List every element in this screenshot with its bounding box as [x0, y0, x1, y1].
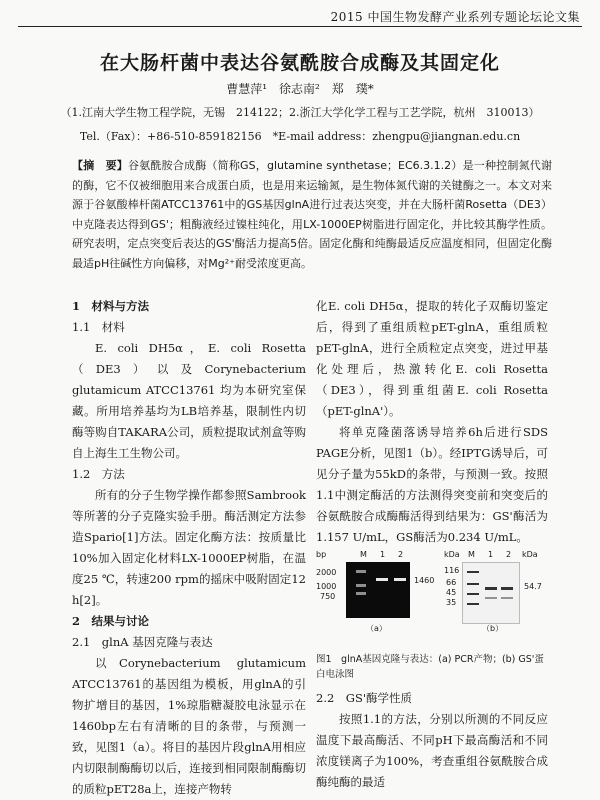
- sds-page-gel: [462, 562, 520, 624]
- subfig-b-label: （b）: [482, 624, 504, 633]
- bp-label: bp: [316, 550, 327, 559]
- right-column: [316, 296, 548, 793]
- lane-label: 2: [506, 550, 512, 559]
- contact-info: Tel.（Fax）：+86-510-859182156 *E-mail address：zhengpu@jiangnan.edu.cn: [79, 130, 521, 143]
- cloning-paragraph: 以Corynebacterium glutamicum ATCC13761的基因组为模板，用glnA的引物扩增目的基因，1%琼脂糖凝胶电泳显示在1460bp左右有清晰的目的条带，与预测一致，见图1（a）。将目的基因片段glnA用相应内切限制酶酶切以后，连接到相同限制酶酶切的质粒pET28a上，连接产物转: [72, 656, 306, 796]
- agarose-gel: [346, 562, 410, 618]
- abstract-label: 【摘 要】: [72, 159, 129, 172]
- running-title: 2015 中国生物发酵产业系列专题论坛论文集: [330, 10, 580, 24]
- authors: 曹慧萍¹ 徐志南² 郑 璞*: [226, 82, 374, 96]
- ladder-label: 750: [320, 592, 336, 601]
- ladder-label: 2000: [316, 568, 337, 577]
- kda-label: kDa: [444, 550, 460, 559]
- ladder-label: 35: [446, 598, 457, 607]
- section-1-1-heading: 1.1 材料: [72, 320, 125, 334]
- band-size-b: 54.7: [524, 582, 542, 591]
- section-2-1-heading: 2.1 glnA 基因克隆与表达: [72, 635, 213, 649]
- ladder-label: 1000: [316, 582, 337, 591]
- left-column: [72, 296, 306, 800]
- paper-title: 在大肠杆菌中表达谷氨酰胺合成酶及其固定化: [99, 52, 500, 74]
- affiliations: （1.江南大学生物工程学院，无锡 214122；2.浙江大学化学工程与工艺学院，杭州 310013）: [60, 106, 540, 119]
- ladder-label: 116: [444, 566, 460, 575]
- materials-paragraph: E. coli DH5α，E. coli Rosetta（DE3）以及Corynebacterium glutamicum ATCC13761 均为本研究室保藏。所用培养基均为LB培养基，限制性内切酶等购自TAKARA公司，质粒提取试剂盒等购自上海生工生物公司。: [72, 341, 306, 460]
- figure-1: [316, 550, 548, 650]
- band-size-a: 1460: [414, 576, 435, 585]
- subfig-a-label: （a）: [366, 624, 387, 633]
- enzyme-properties-paragraph: 按照1.1的方法，分别以所测的不同反应温度下最高酶活、不同pH下最高酶活和不同浓度镁离子为100%，考查重组谷氨酰胺合成酶纯酶的最适: [316, 712, 548, 789]
- section-1-heading: 1 材料与方法: [72, 299, 150, 313]
- abstract-text: 谷氨酰胺合成酶（简称GS，glutamine synthetase；EC6.3.1.2）是一种控制氮代谢的酶，它不仅被细胞用来合成蛋白质，也是用来运输氮，是生物体氮代谢的关键酶之一。本文对来源于谷氨酸棒杆菌ATCC13761中的GS基因glnA进行过表达突变，并在大肠杆菌Rosetta（DE3）中克隆表达得到GS'；粗酶液经过镍柱纯化，用LX-1000EP树脂进行固定化，并比较其酶学性质。研究表明，定点突变后表达的GS'酶活力提高5倍。固定化酶和纯酶最适反应温度相同，但固定化酶最适pH往碱性方向偏移，对Mg²⁺耐受浓度更高。: [72, 159, 552, 270]
- section-2-2-heading: 2.2 GS'酶学性质: [316, 691, 413, 705]
- ladder-label: 66: [446, 578, 457, 587]
- kda-label-right: kDa: [522, 550, 538, 559]
- lane-label: 1: [380, 550, 386, 559]
- running-header: [18, 4, 582, 27]
- methods-paragraph: 所有的分子生物学操作都参照Sambrook等所著的分子克隆实验手册。酶活测定方法参造Spario[1]方法。固定化酶方法：按质量比10%加入固定化材料LX-1000EP树脂，在温度25 ℃，转速200 rpm的摇床中吸附固定12 h[2]。: [72, 488, 306, 607]
- figure-1-caption: 图1 glnA基因克隆与表达：(a) PCR产物；(b) GS'蛋白电泳图: [316, 654, 544, 680]
- lane-label: 1: [488, 550, 494, 559]
- lane-label: 2: [398, 550, 404, 559]
- ladder-label: 45: [446, 588, 457, 597]
- sds-paragraph: 将单克隆菌落诱导培养6h后进行SDS PAGE分析，见图1（b）。经IPTG诱导后，可见分子量为55kD的条带，与预测一致。按照1.1中测定酶活的方法测得突变前和突变后的谷氨酰胺合成酶酶活得到结果为：GS'酶活为1.157 U/mL，GS酶活为0.234 U/mL。: [316, 425, 548, 544]
- abstract: [72, 156, 552, 273]
- lane-label: M: [360, 550, 367, 559]
- transform-paragraph: 化E. coli DH5α，提取的转化子双酶切鉴定后，得到了重组质粒pET-glnA，重组质粒pET-glnA，进行全质粒定点突变，进过甲基化处理后，热激转化E. coli Rosetta（DE3），得到重组菌E. coli Rosetta（pET-glnA'）。: [316, 299, 548, 418]
- section-1-2-heading: 1.2 方法: [72, 467, 125, 481]
- section-2-heading: 2 结果与讨论: [72, 614, 150, 628]
- lane-label: M: [468, 550, 475, 559]
